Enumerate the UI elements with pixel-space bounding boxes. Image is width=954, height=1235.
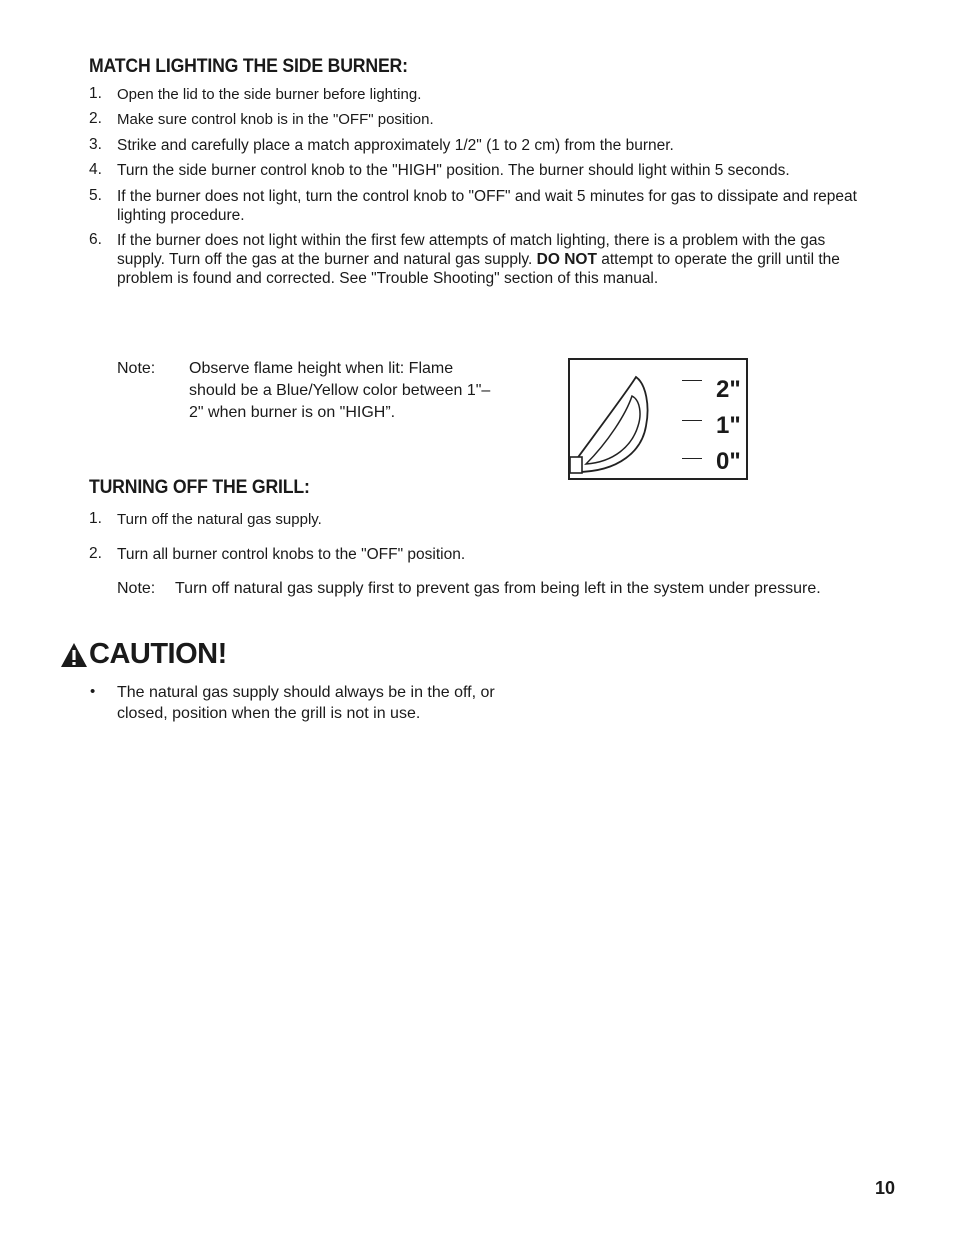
bullet-point: •	[90, 683, 96, 700]
step-text: Make sure control knob is in the "OFF" position.	[117, 111, 434, 128]
note-label: Note:	[117, 580, 156, 597]
step-text: Turn the side burner control knob to the "HIGH" position. The burner should light within 5 seconds.	[117, 162, 790, 179]
tick-mark-2in	[682, 380, 702, 381]
step-number: 2.	[89, 110, 102, 127]
warning-triangle-icon	[60, 642, 88, 668]
step-text: Strike and carefully place a match approximately 1/2" (1 to 2 cm) from the burner.	[117, 137, 674, 154]
scale-label-2in: 2"	[716, 376, 741, 403]
flame-note-text: Observe flame height when lit: Flame should be a Blue/Yellow color between 1"–2" when burner is on "HIGH”.	[189, 360, 491, 421]
step-number: 1.	[89, 85, 102, 102]
caution-text: The natural gas supply should always be in the off, or closed, position when the grill is not in use.	[117, 684, 495, 722]
step-number: 6.	[89, 231, 102, 248]
scale-label-1in: 1"	[716, 412, 741, 439]
flame-height-diagram	[568, 358, 748, 480]
flame-icon	[570, 360, 660, 478]
gas-supply-note-text: Turn off natural gas supply first to prevent gas from being left in the system under pressure.	[175, 580, 821, 597]
step-text: Turn off the natural gas supply.	[117, 511, 322, 528]
page-number: 10	[875, 1178, 896, 1198]
step-text-part: If the burner does not light within the first few attempts of match lighting, there is a problem with the gas supply. Turn off the gas at the burner and natural gas supply.	[117, 232, 826, 268]
step-number: 2.	[89, 545, 102, 562]
tick-mark-0in	[682, 458, 702, 459]
scale-label-0in: 0"	[716, 448, 741, 475]
step-number: 5.	[89, 187, 102, 204]
match-lighting-heading: MATCH LIGHTING THE SIDE BURNER:	[89, 56, 408, 77]
tick-mark-1in	[682, 420, 702, 421]
caution-title: CAUTION!	[89, 638, 227, 670]
turning-off-heading: TURNING OFF THE GRILL:	[89, 477, 310, 498]
step-text-part: attempt to operate the grill until the problem is found and corrected. See "Trouble Shooting" section of this manual.	[117, 251, 840, 287]
step-text: Turn all burner control knobs to the "OFF" position.	[117, 546, 466, 563]
step-text	[117, 231, 877, 288]
step-number: 4.	[89, 161, 102, 178]
do-not-emphasis: DO NOT	[536, 251, 597, 268]
step-text: If the burner does not light, turn the control knob to "OFF" and wait 5 minutes for gas to dissipate and repeat lighting procedure.	[117, 188, 857, 224]
step-text: Open the lid to the side burner before lighting.	[117, 86, 422, 103]
step-number: 1.	[89, 510, 102, 527]
note-label: Note:	[117, 360, 156, 377]
step-number: 3.	[89, 136, 102, 153]
